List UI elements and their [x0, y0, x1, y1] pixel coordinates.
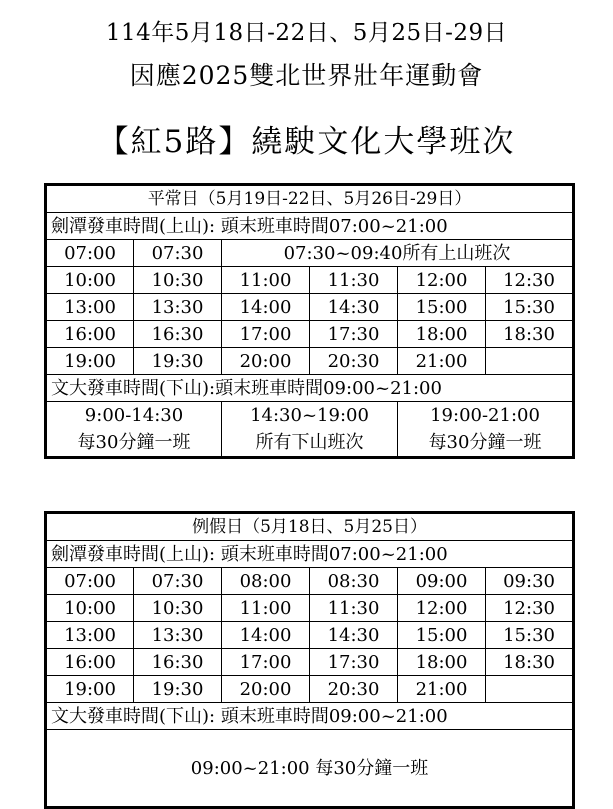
- holiday-downhill-label: 文大發車時間(下山): 頭末班車時間09:00~21:00: [46, 703, 574, 730]
- time-cell: 15:00: [398, 622, 486, 649]
- time-cell: 07:00: [46, 240, 134, 267]
- time-cell: 19:30: [134, 348, 222, 375]
- time-cell: 14:00: [222, 294, 310, 321]
- time-cell: 07:30: [134, 568, 222, 595]
- downhill-block-time: 14:30~19:00: [250, 405, 369, 426]
- time-cell: 18:30: [486, 649, 574, 676]
- weekday-downhill-label: 文大發車時間(下山):頭末班車時間09:00~21:00: [46, 375, 574, 402]
- time-cell: 13:30: [134, 294, 222, 321]
- time-cell: 17:30: [310, 649, 398, 676]
- time-cell: 18:00: [398, 321, 486, 348]
- time-cell: 15:30: [486, 294, 574, 321]
- time-cell: 20:00: [222, 348, 310, 375]
- downhill-block: [46, 402, 222, 458]
- time-cell: 14:30: [310, 294, 398, 321]
- weekday-title: 平常日（5月19日-22日、5月26日-29日）: [46, 185, 574, 213]
- time-cell: [486, 348, 574, 375]
- table-row: [46, 267, 574, 294]
- time-cell: 15:00: [398, 294, 486, 321]
- time-cell: 12:30: [486, 267, 574, 294]
- time-cell: 16:30: [134, 321, 222, 348]
- time-cell: 13:30: [134, 622, 222, 649]
- weekday-schedule-table: [44, 183, 575, 459]
- time-cell: 14:00: [222, 622, 310, 649]
- time-cell: 11:30: [310, 267, 398, 294]
- table-row: [46, 622, 574, 649]
- time-cell: 14:30: [310, 622, 398, 649]
- time-cell: 10:30: [134, 267, 222, 294]
- time-cell: 17:30: [310, 321, 398, 348]
- downhill-block-desc: 所有下山班次: [255, 432, 364, 453]
- time-cell: 11:00: [222, 595, 310, 622]
- table-row: [46, 294, 574, 321]
- weekday-uphill-label-row: [46, 213, 574, 240]
- time-cell: 17:00: [222, 649, 310, 676]
- holiday-downhill-label-row: [46, 703, 574, 730]
- time-cell: 16:00: [46, 649, 134, 676]
- time-cell: 20:00: [222, 676, 310, 703]
- time-cell: 13:00: [46, 622, 134, 649]
- time-cell: 18:30: [486, 321, 574, 348]
- time-cell: 19:30: [134, 676, 222, 703]
- table-row: [46, 348, 574, 375]
- holiday-downhill-row: [46, 730, 574, 808]
- time-cell: 12:30: [486, 595, 574, 622]
- weekday-uphill-label: 劍潭發車時間(上山): 頭末班車時間07:00~21:00: [46, 213, 574, 240]
- title-event: 因應2025雙北世界壯年運動會: [129, 61, 484, 90]
- time-cell: 17:00: [222, 321, 310, 348]
- time-cell: 11:30: [310, 595, 398, 622]
- time-cell: 10:30: [134, 595, 222, 622]
- time-cell: 08:00: [222, 568, 310, 595]
- holiday-downhill-note: 09:00~21:00 每30分鐘一班: [46, 730, 574, 808]
- time-cell: 19:00: [46, 348, 134, 375]
- time-cell: 19:00: [46, 676, 134, 703]
- table-row: [46, 321, 574, 348]
- table-row: [46, 649, 574, 676]
- table-row: [46, 240, 574, 267]
- time-cell: 21:00: [398, 348, 486, 375]
- downhill-block-time: 19:00-21:00: [430, 405, 540, 426]
- weekday-downhill-row: [46, 402, 574, 458]
- downhill-block-time: 9:00-14:30: [84, 405, 184, 426]
- time-cell: 08:30: [310, 568, 398, 595]
- time-cell: 15:30: [486, 622, 574, 649]
- downhill-block-desc: 每30分鐘一班: [77, 432, 191, 453]
- time-cell: 07:00: [46, 568, 134, 595]
- time-cell: 16:00: [46, 321, 134, 348]
- time-cell: 18:00: [398, 649, 486, 676]
- holiday-uphill-label-row: [46, 541, 574, 568]
- time-cell: 12:00: [398, 267, 486, 294]
- time-cell: 21:00: [398, 676, 486, 703]
- weekday-downhill-label-row: [46, 375, 574, 402]
- holiday-schedule-table: [44, 511, 575, 809]
- time-cell: 16:30: [134, 649, 222, 676]
- time-cell: 07:30: [134, 240, 222, 267]
- table-row: [46, 568, 574, 595]
- weekday-peak-note: 07:30~09:40所有上山班次: [222, 240, 574, 267]
- weekday-title-row: [46, 185, 574, 213]
- table-row: [46, 676, 574, 703]
- downhill-block-desc: 每30分鐘一班: [428, 432, 542, 453]
- holiday-uphill-label: 劍潭發車時間(上山): 頭末班車時間07:00~21:00: [46, 541, 574, 568]
- downhill-block: [222, 402, 398, 458]
- holiday-title: 例假日（5月18日、5月25日）: [46, 513, 574, 541]
- time-cell: 20:30: [310, 676, 398, 703]
- downhill-block: [398, 402, 574, 458]
- title-dates: 114年5月18日-22日、5月25日-29日: [105, 20, 508, 46]
- time-cell: 09:30: [486, 568, 574, 595]
- title-route: 【紅5路】繞駛文化大學班次: [97, 124, 516, 160]
- time-cell: 10:00: [46, 595, 134, 622]
- table-row: [46, 595, 574, 622]
- time-cell: 10:00: [46, 267, 134, 294]
- time-cell: 20:30: [310, 348, 398, 375]
- time-cell: 09:00: [398, 568, 486, 595]
- time-cell: 12:00: [398, 595, 486, 622]
- holiday-title-row: [46, 513, 574, 541]
- time-cell: 13:00: [46, 294, 134, 321]
- time-cell: [486, 676, 574, 703]
- time-cell: 11:00: [222, 267, 310, 294]
